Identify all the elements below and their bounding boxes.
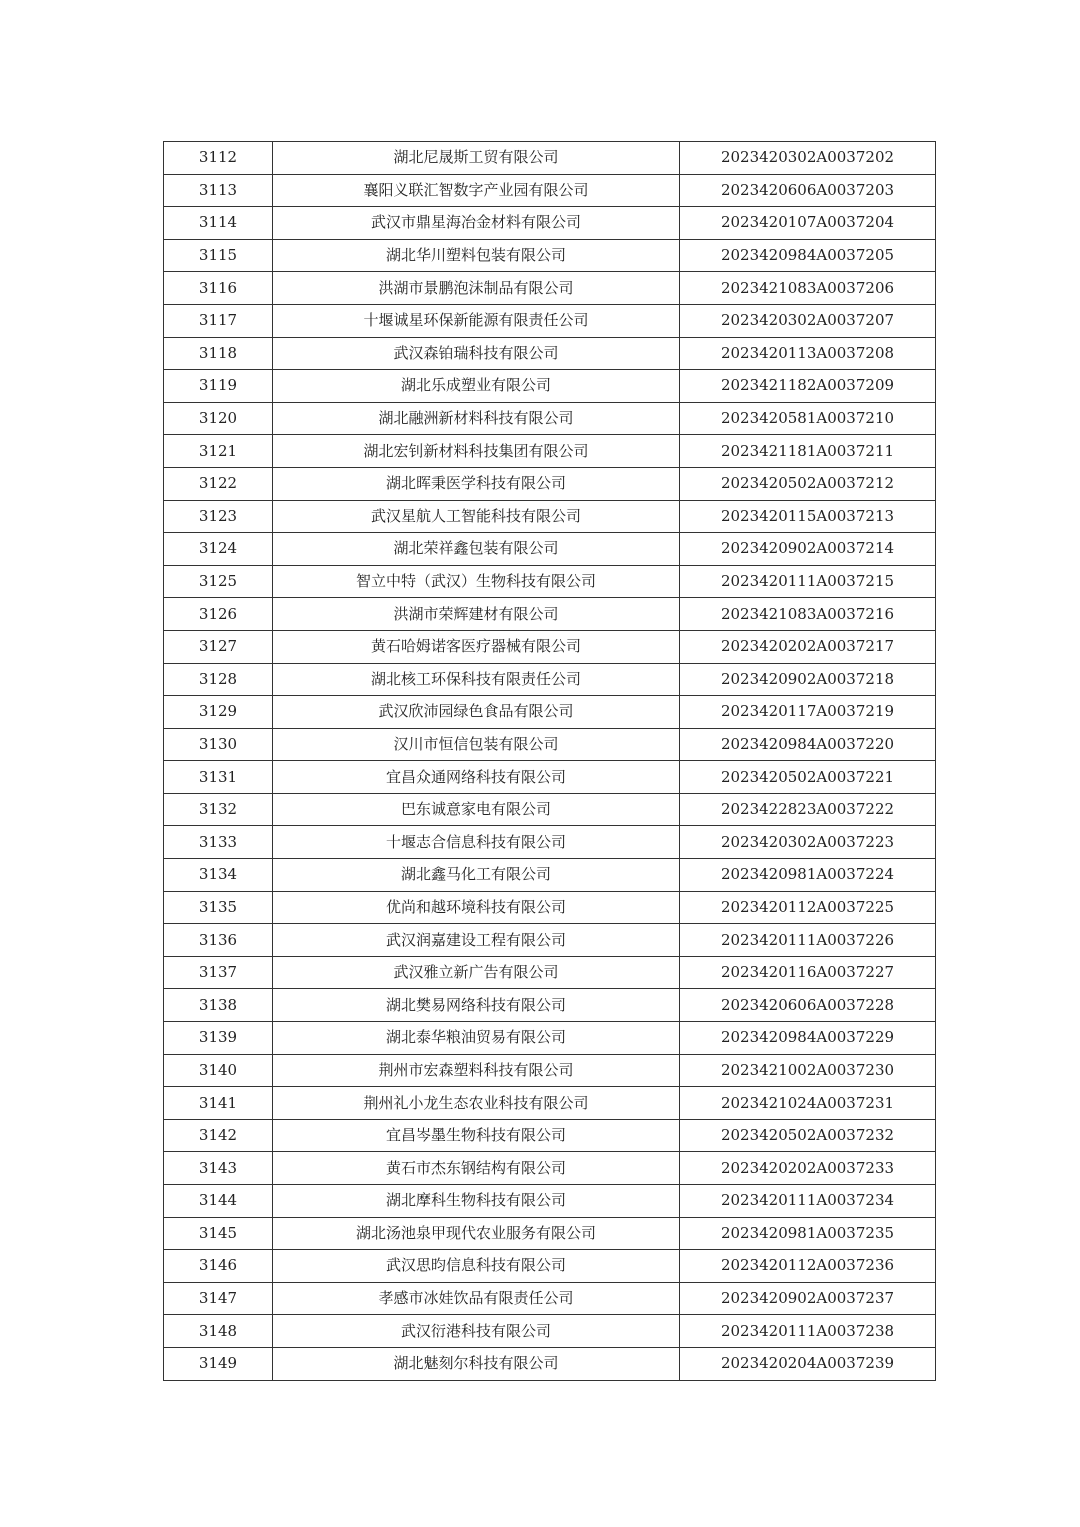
row-index-cell: 3114 — [164, 207, 273, 240]
company-name-cell: 湖北乐成塑业有限公司 — [273, 370, 680, 403]
registration-code-cell: 2023420984A0037229 — [680, 1022, 936, 1055]
row-index-cell: 3117 — [164, 304, 273, 337]
table-row — [164, 1217, 936, 1250]
table-row — [164, 304, 936, 337]
table-row — [164, 1315, 936, 1348]
company-name-cell: 武汉思昀信息科技有限公司 — [273, 1250, 680, 1283]
company-name-cell: 武汉市鼎星海冶金材料有限公司 — [273, 207, 680, 240]
table-row — [164, 174, 936, 207]
row-index-cell: 3112 — [164, 142, 273, 175]
company-name-cell: 湖北鑫马化工有限公司 — [273, 859, 680, 892]
company-name-cell: 荆州市宏森塑料科技有限公司 — [273, 1054, 680, 1087]
company-name-cell: 湖北樊易网络科技有限公司 — [273, 989, 680, 1022]
company-name-cell: 湖北尼晟斯工贸有限公司 — [273, 142, 680, 175]
company-name-cell: 湖北汤池泉甲现代农业服务有限公司 — [273, 1217, 680, 1250]
company-name-cell: 十堰诚星环保新能源有限责任公司 — [273, 304, 680, 337]
company-name-cell: 武汉衍港科技有限公司 — [273, 1315, 680, 1348]
row-index-cell: 3140 — [164, 1054, 273, 1087]
registration-code-cell: 2023420502A0037232 — [680, 1119, 936, 1152]
row-index-cell: 3139 — [164, 1022, 273, 1055]
company-name-cell: 汉川市恒信包装有限公司 — [273, 728, 680, 761]
registration-code-cell: 2023420116A0037227 — [680, 956, 936, 989]
row-index-cell: 3122 — [164, 467, 273, 500]
company-name-cell: 湖北融洲新材料科技有限公司 — [273, 402, 680, 435]
registration-code-cell: 2023420111A0037238 — [680, 1315, 936, 1348]
company-name-cell: 十堰志合信息科技有限公司 — [273, 826, 680, 859]
table-row — [164, 1250, 936, 1283]
row-index-cell: 3147 — [164, 1282, 273, 1315]
table-row — [164, 663, 936, 696]
table-row — [164, 761, 936, 794]
table-row — [164, 696, 936, 729]
company-name-cell: 襄阳义联汇智数字产业园有限公司 — [273, 174, 680, 207]
row-index-cell: 3125 — [164, 565, 273, 598]
row-index-cell: 3113 — [164, 174, 273, 207]
row-index-cell: 3135 — [164, 891, 273, 924]
row-index-cell: 3146 — [164, 1250, 273, 1283]
company-name-cell: 宜昌岑墨生物科技有限公司 — [273, 1119, 680, 1152]
company-name-cell: 武汉森铂瑞科技有限公司 — [273, 337, 680, 370]
registration-code-cell: 2023421181A0037211 — [680, 435, 936, 468]
row-index-cell: 3123 — [164, 500, 273, 533]
registration-code-cell: 2023420902A0037237 — [680, 1282, 936, 1315]
registration-code-cell: 2023422823A0037222 — [680, 793, 936, 826]
row-index-cell: 3116 — [164, 272, 273, 305]
table-row — [164, 207, 936, 240]
company-name-cell: 巴东诚意家电有限公司 — [273, 793, 680, 826]
registration-code-cell: 2023421002A0037230 — [680, 1054, 936, 1087]
row-index-cell: 3124 — [164, 533, 273, 566]
registration-code-cell: 2023420902A0037218 — [680, 663, 936, 696]
row-index-cell: 3131 — [164, 761, 273, 794]
registration-code-cell: 2023420202A0037233 — [680, 1152, 936, 1185]
company-name-cell: 湖北摩科生物科技有限公司 — [273, 1185, 680, 1218]
company-name-cell: 湖北华川塑料包装有限公司 — [273, 239, 680, 272]
table-row — [164, 630, 936, 663]
row-index-cell: 3136 — [164, 924, 273, 957]
table-row — [164, 1185, 936, 1218]
table-row — [164, 402, 936, 435]
table-row — [164, 1054, 936, 1087]
registration-code-cell: 2023420107A0037204 — [680, 207, 936, 240]
registration-code-cell: 2023420117A0037219 — [680, 696, 936, 729]
company-registry-table — [163, 141, 936, 1381]
table-row — [164, 239, 936, 272]
registration-code-cell: 2023420302A0037202 — [680, 142, 936, 175]
row-index-cell: 3143 — [164, 1152, 273, 1185]
company-name-cell: 湖北核工环保科技有限责任公司 — [273, 663, 680, 696]
registration-code-cell: 2023420502A0037212 — [680, 467, 936, 500]
registration-code-cell: 2023420111A0037215 — [680, 565, 936, 598]
registration-code-cell: 2023420112A0037225 — [680, 891, 936, 924]
company-name-cell: 黄石市杰东钢结构有限公司 — [273, 1152, 680, 1185]
table-row — [164, 1282, 936, 1315]
registration-code-cell: 2023420113A0037208 — [680, 337, 936, 370]
row-index-cell: 3130 — [164, 728, 273, 761]
company-name-cell: 宜昌众通网络科技有限公司 — [273, 761, 680, 794]
registration-code-cell: 2023420204A0037239 — [680, 1347, 936, 1380]
table-row — [164, 142, 936, 175]
table-row — [164, 891, 936, 924]
row-index-cell: 3149 — [164, 1347, 273, 1380]
registration-code-cell: 2023421182A0037209 — [680, 370, 936, 403]
row-index-cell: 3142 — [164, 1119, 273, 1152]
table-row — [164, 793, 936, 826]
table-row — [164, 435, 936, 468]
row-index-cell: 3126 — [164, 598, 273, 631]
row-index-cell: 3128 — [164, 663, 273, 696]
company-name-cell: 武汉润嘉建设工程有限公司 — [273, 924, 680, 957]
row-index-cell: 3138 — [164, 989, 273, 1022]
company-name-cell: 孝感市冰娃饮品有限责任公司 — [273, 1282, 680, 1315]
registration-code-cell: 2023421024A0037231 — [680, 1087, 936, 1120]
row-index-cell: 3121 — [164, 435, 273, 468]
registration-code-cell: 2023420981A0037235 — [680, 1217, 936, 1250]
registration-code-cell: 2023420302A0037223 — [680, 826, 936, 859]
registration-code-cell: 2023421083A0037206 — [680, 272, 936, 305]
registration-code-cell: 2023420981A0037224 — [680, 859, 936, 892]
company-name-cell: 智立中特（武汉）生物科技有限公司 — [273, 565, 680, 598]
table-row — [164, 1347, 936, 1380]
table-row — [164, 533, 936, 566]
company-name-cell: 洪湖市景鹏泡沫制品有限公司 — [273, 272, 680, 305]
registration-code-cell: 2023420984A0037205 — [680, 239, 936, 272]
table-row — [164, 598, 936, 631]
row-index-cell: 3133 — [164, 826, 273, 859]
company-name-cell: 湖北泰华粮油贸易有限公司 — [273, 1022, 680, 1055]
row-index-cell: 3120 — [164, 402, 273, 435]
registration-code-cell: 2023420902A0037214 — [680, 533, 936, 566]
company-name-cell: 武汉雅立新广告有限公司 — [273, 956, 680, 989]
row-index-cell: 3145 — [164, 1217, 273, 1250]
registration-code-cell: 2023420111A0037226 — [680, 924, 936, 957]
registration-code-cell: 2023420111A0037234 — [680, 1185, 936, 1218]
table-row — [164, 1022, 936, 1055]
row-index-cell: 3132 — [164, 793, 273, 826]
table-row — [164, 1087, 936, 1120]
registration-code-cell: 2023420502A0037221 — [680, 761, 936, 794]
table-row — [164, 1119, 936, 1152]
table-row — [164, 565, 936, 598]
table-row — [164, 467, 936, 500]
company-name-cell: 武汉欣沛园绿色食品有限公司 — [273, 696, 680, 729]
row-index-cell: 3129 — [164, 696, 273, 729]
company-name-cell: 湖北荣祥鑫包装有限公司 — [273, 533, 680, 566]
row-index-cell: 3141 — [164, 1087, 273, 1120]
table-row — [164, 826, 936, 859]
row-index-cell: 3137 — [164, 956, 273, 989]
row-index-cell: 3127 — [164, 630, 273, 663]
company-name-cell: 洪湖市荣辉建材有限公司 — [273, 598, 680, 631]
registration-code-cell: 2023420112A0037236 — [680, 1250, 936, 1283]
registration-code-cell: 2023420606A0037203 — [680, 174, 936, 207]
table-row — [164, 728, 936, 761]
row-index-cell: 3115 — [164, 239, 273, 272]
registration-code-cell: 2023421083A0037216 — [680, 598, 936, 631]
company-name-cell: 荆州礼小龙生态农业科技有限公司 — [273, 1087, 680, 1120]
table-row — [164, 337, 936, 370]
registration-code-cell: 2023420302A0037207 — [680, 304, 936, 337]
row-index-cell: 3119 — [164, 370, 273, 403]
row-index-cell: 3144 — [164, 1185, 273, 1218]
table-row — [164, 272, 936, 305]
registration-code-cell: 2023420115A0037213 — [680, 500, 936, 533]
table-row — [164, 500, 936, 533]
registration-code-cell: 2023420984A0037220 — [680, 728, 936, 761]
table-row — [164, 956, 936, 989]
company-name-cell: 优尚和越环境科技有限公司 — [273, 891, 680, 924]
row-index-cell: 3148 — [164, 1315, 273, 1348]
table-row — [164, 1152, 936, 1185]
table-row — [164, 370, 936, 403]
company-name-cell: 黄石哈姆诺客医疗器械有限公司 — [273, 630, 680, 663]
company-name-cell: 湖北宏钊新材料科技集团有限公司 — [273, 435, 680, 468]
registration-code-cell: 2023420581A0037210 — [680, 402, 936, 435]
company-name-cell: 武汉星航人工智能科技有限公司 — [273, 500, 680, 533]
row-index-cell: 3134 — [164, 859, 273, 892]
table-body — [164, 142, 936, 1381]
table-row — [164, 924, 936, 957]
registration-code-cell: 2023420202A0037217 — [680, 630, 936, 663]
registration-code-cell: 2023420606A0037228 — [680, 989, 936, 1022]
row-index-cell: 3118 — [164, 337, 273, 370]
company-name-cell: 湖北魅刻尔科技有限公司 — [273, 1347, 680, 1380]
company-name-cell: 湖北晖秉医学科技有限公司 — [273, 467, 680, 500]
table-row — [164, 859, 936, 892]
table-row — [164, 989, 936, 1022]
